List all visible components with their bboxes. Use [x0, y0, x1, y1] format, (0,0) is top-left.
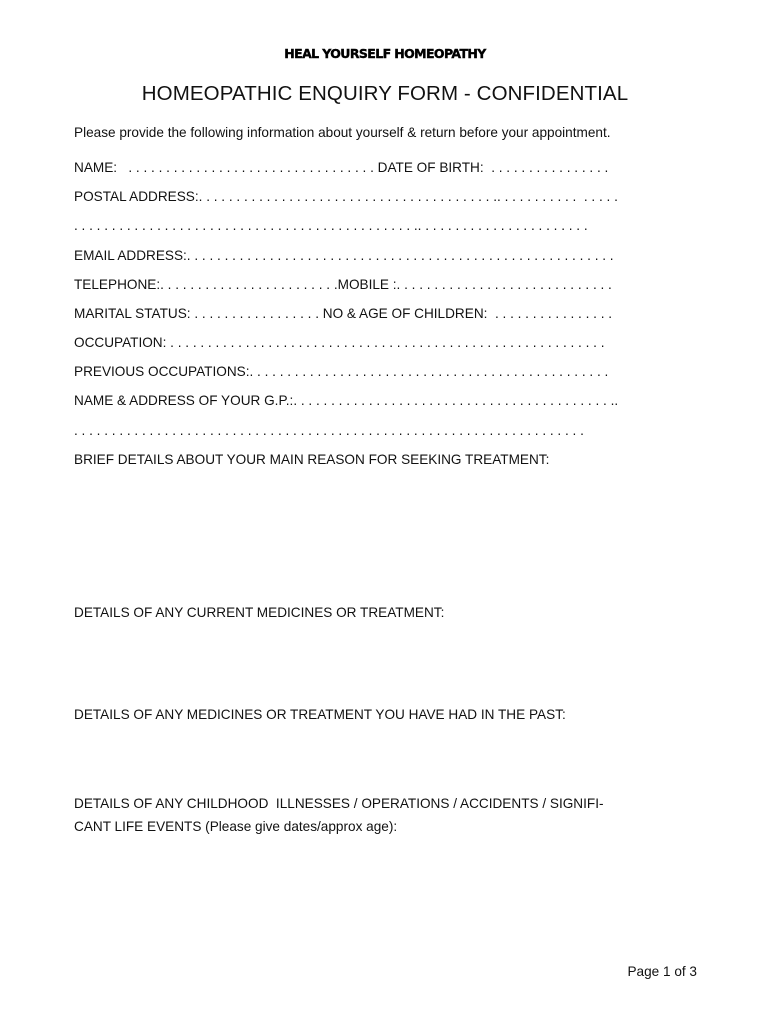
telephone-mobile-field[interactable]: TELEPHONE:. . . . . . . . . . . . . . . . . . . . . . . .MOBILE :. . . . . . . . . . . . . . . . . . . . . . . . . . . . . — [74, 277, 612, 292]
current-medicines-heading: DETAILS OF ANY CURRENT MEDICINES OR TREATMENT: — [74, 605, 445, 620]
past-medicines-heading: DETAILS OF ANY MEDICINES OR TREATMENT YOU HAVE HAD IN THE PAST: — [74, 707, 566, 722]
email-field[interactable]: EMAIL ADDRESS:. . . . . . . . . . . . . . . . . . . . . . . . . . . . . . . . . . . . . . . . . . . . . . . . . . . . . . . . . — [74, 248, 614, 263]
childhood-heading-line1: DETAILS OF ANY CHILDHOOD ILLNESSES / OPERATIONS / ACCIDENTS / SIGNIFI- — [74, 796, 604, 811]
childhood-heading-line2: CANT LIFE EVENTS (Please give dates/approx age): — [74, 819, 398, 834]
brand-header: HEAL YOURSELF HOMEOPATHY — [284, 46, 486, 61]
postal-address-field[interactable]: POSTAL ADDRESS:. . . . . . . . . . . . . . . . . . . . . . . . . . . . . . . . . . . . . . . .. . . . . . . . . . . . . . . . — [74, 189, 618, 204]
postal-address-continuation-field[interactable]: . . . . . . . . . . . . . . . . . . . . . . . . . . . . . . . . . . . . . . . . . . . . . .. . . . . . . . . . . . . . . . . . . . . . . — [74, 218, 588, 233]
name-dob-field[interactable]: NAME: . . . . . . . . . . . . . . . . . . . . . . . . . . . . . . . . . DATE OF BIRTH: . . . . . . . . . . . . . . . . — [74, 160, 609, 175]
main-reason-heading: BRIEF DETAILS ABOUT YOUR MAIN REASON FOR SEEKING TREATMENT: — [74, 452, 550, 467]
gp-field[interactable]: NAME & ADDRESS OF YOUR G.P.:. . . . . . . . . . . . . . . . . . . . . . . . . . . . . . . . . . . . . . . . . . .. — [74, 393, 619, 408]
page-number: Page 1 of 3 — [627, 964, 697, 979]
intro-text: Please provide the following information about yourself & return before your appointment. — [74, 125, 611, 140]
form-title: HOMEOPATHIC ENQUIRY FORM - CONFIDENTIAL — [141, 82, 629, 105]
marital-children-field[interactable]: MARITAL STATUS: . . . . . . . . . . . . . . . . . NO & AGE OF CHILDREN: . . . . . . . . . . . . . . . . — [74, 306, 613, 321]
previous-occupations-field[interactable]: PREVIOUS OCCUPATIONS:. . . . . . . . . . . . . . . . . . . . . . . . . . . . . . . . . . . . . . . . . . . . . . . . — [74, 364, 609, 379]
gp-continuation-field[interactable]: . . . . . . . . . . . . . . . . . . . . . . . . . . . . . . . . . . . . . . . . . . . . . . . . . . . . . . . . . . . . . . . . . . . . — [74, 423, 584, 438]
occupation-field[interactable]: OCCUPATION: . . . . . . . . . . . . . . . . . . . . . . . . . . . . . . . . . . . . . . . . . . . . . . . . . . . . . . . . . . — [74, 335, 605, 350]
